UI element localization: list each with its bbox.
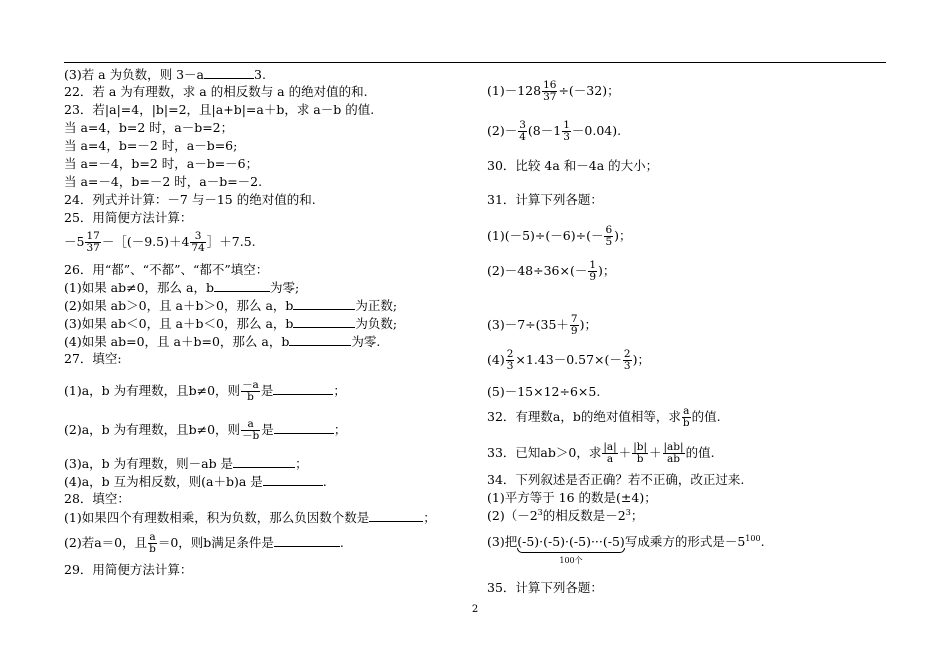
answer-blank[interactable] xyxy=(293,297,355,310)
question-27: 27．填空: xyxy=(64,351,122,366)
fraction: $\frac{a}{b}$ xyxy=(149,531,156,555)
case-line: 当 a=－4，b=2 时，a－b=－6； xyxy=(64,156,259,171)
answer-blank[interactable] xyxy=(204,66,254,79)
q26-item1: (1)如果 ab≠0，那么 a，b 为零; xyxy=(64,280,300,295)
page-number: 2 xyxy=(471,604,479,615)
question-32: 32．有理数a，b的绝对值相等，求 $\frac{a}{b}$ 的值. xyxy=(487,405,721,429)
q26-item3: (3)如果 ab＜0，且 a＋b＜0，那么 a，b 为负数; xyxy=(64,316,398,331)
q29-item2: (2)－ $\frac{3}{4}$ (8－1 $\frac{1}{3}$ －0.04). xyxy=(487,119,622,143)
q27-item4: (4)a，b 互为相反数，则(a＋b)a 是 . xyxy=(64,474,327,489)
case-line: 当 a=4，b=－2 时，a－b=6; xyxy=(64,138,238,153)
question-23: 23．若|a|=4，|b|=2，且|a+b|=a＋b，求 a－b 的值. xyxy=(64,102,375,117)
q27-item2: (2)a，b 为有理数，且b≠0，则 $\frac{a}{-b}$ 是 ； xyxy=(64,418,347,442)
q26-item4: (4)如果 ab=0，且 a＋b=0，那么 a，b 为零. xyxy=(64,334,381,349)
header-rule xyxy=(64,62,886,63)
fraction: $\frac{2}{3}$ xyxy=(623,348,631,372)
q31-item4: (4) $\frac{2}{3}$ ×1.43－0.57×(－ $\frac{2}{3}$ )； xyxy=(487,348,650,372)
question-31: 31．计算下列各题： xyxy=(487,192,603,207)
fraction: $\frac{17}{37}$ xyxy=(86,230,100,254)
fraction: $\frac{16}{37}$ xyxy=(543,79,557,103)
q34-item3: (3)把(-5)·(-5)·(-5)···(-5) 100个 写成乘方的形式是$-5^{100}$. xyxy=(487,533,765,565)
question-22: 22．若 a 为有理数，求 a 的相反数与 a 的绝对值的和. xyxy=(64,84,368,99)
q28-item2: (2)若a＝0，且 $\frac{a}{b}$ ＝0，则b满足条件是 . xyxy=(64,531,344,555)
q27-item1: (1)a，b 为有理数，且b≠0，则 $\frac{-a}{b}$ 是 ； xyxy=(64,379,346,403)
q21-item3: (3)若 a 为负数，则 3－a 3. xyxy=(64,67,266,82)
question-26: 26．用“都”、“不都”、“都不”填空： xyxy=(64,262,269,277)
fraction: $\frac{1}{9}$ xyxy=(589,259,597,283)
question-35: 35．计算下列各题： xyxy=(487,580,603,595)
q31-item1: (1)(－5)÷(－6)÷(－ $\frac{6}{5}$ )； xyxy=(487,224,632,248)
fraction: $\frac{3}{74}$ xyxy=(191,230,205,254)
fraction: $\frac{a}{-b}$ xyxy=(242,418,260,442)
q31-item5: (5)－15×12÷6×5. xyxy=(487,384,601,399)
q26-item2: (2)如果 ab＞0，且 a＋b＞0，那么 a，b 为正数; xyxy=(64,298,398,313)
q31-item3: (3)－7÷(35＋ $\frac{7}{9}$ )； xyxy=(487,313,597,337)
answer-blank[interactable] xyxy=(274,534,340,547)
fraction: $\frac{6}{5}$ xyxy=(605,224,613,248)
answer-blank[interactable] xyxy=(263,473,323,486)
case-line: 当 a=4，b=2 时，a－b=2； xyxy=(64,120,234,135)
q34-item2: $(2)(-2^3$的相反数是$-2^3$； xyxy=(487,507,644,523)
question-34: 34．下列叙述是否正确？若不正确，改正过来. xyxy=(487,472,745,487)
question-25: 25．用简便方法计算： xyxy=(64,210,193,225)
answer-blank[interactable] xyxy=(274,421,334,434)
question-29: 29．用简便方法计算： xyxy=(64,562,193,577)
answer-blank[interactable] xyxy=(289,333,351,346)
q28-item1: (1)如果四个有理数相乘，积为负数，那么负因数个数是 ； xyxy=(64,510,436,525)
answer-blank[interactable] xyxy=(293,315,355,328)
q25-expression: －5 $\frac{17}{37}$ －［(－9.5)＋4 $\frac{3}{74}$ ］＋7.5. xyxy=(64,230,256,254)
underbrace: (-5)·(-5)·(-5)···(-5) 100个 xyxy=(517,534,625,565)
question-30: 30．比较 4a 和－4a 的大小； xyxy=(487,158,659,173)
answer-blank[interactable] xyxy=(273,382,333,395)
fraction: $\frac{2}{3}$ xyxy=(506,348,514,372)
fraction: $\frac{|a|}{a}$ xyxy=(603,441,617,465)
question-28: 28．填空： xyxy=(64,491,130,506)
q31-item2: (2)－48÷36×(－ $\frac{1}{9}$ )； xyxy=(487,259,616,283)
fraction: $\frac{-a}{b}$ xyxy=(242,379,259,403)
question-33: 33．已知ab＞0，求 $\frac{|a|}{a}$ ＋ $\frac{|b|}{b}$ ＋ $\frac{|ab|}{ab}$ 的值. xyxy=(487,441,715,465)
fraction: $\frac{7}{9}$ xyxy=(570,313,578,337)
q27-item3: (3)a，b 为有理数，则－ab 是 ； xyxy=(64,456,308,471)
question-24: 24．列式并计算：－7 与－15 的绝对值的和. xyxy=(64,192,316,207)
case-line: 当 a=－4，b=－2 时，a－b=－2. xyxy=(64,174,263,189)
fraction: $\frac{|ab|}{ab}$ xyxy=(663,441,684,465)
q34-item1: (1)平方等于 16 的数是(±4)； xyxy=(487,490,657,505)
q29-item1: (1)－128 $\frac{16}{37}$ ÷(－32)； xyxy=(487,79,620,103)
fraction: $\frac{1}{3}$ xyxy=(563,119,570,143)
fraction: $\frac{3}{4}$ xyxy=(519,119,526,143)
fraction: $\frac{|b|}{b}$ xyxy=(633,441,647,465)
answer-blank[interactable] xyxy=(214,279,270,292)
answer-blank[interactable] xyxy=(233,455,295,468)
answer-blank[interactable] xyxy=(369,509,423,522)
fraction: $\frac{a}{b}$ xyxy=(682,405,690,429)
